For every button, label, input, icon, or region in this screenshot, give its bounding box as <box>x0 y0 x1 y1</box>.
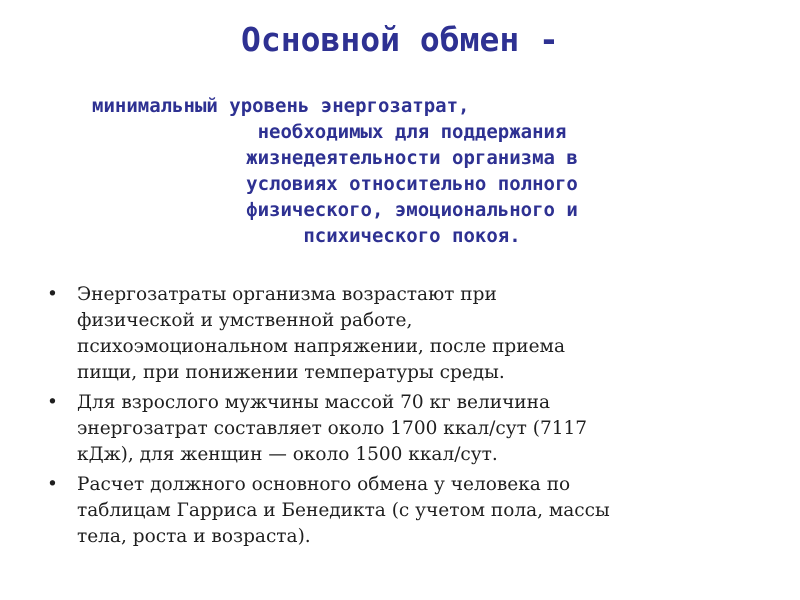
bullet-line: Для взрослого мужчины массой 70 кг величина <box>77 392 550 413</box>
definition-line: условиях относительно полного <box>246 173 578 195</box>
bullet-line: Энергозатраты организма возрастают при <box>77 284 497 305</box>
bullet-line: физической и умственной работе, <box>77 310 413 331</box>
bullet-line: пищи, при понижении температуры среды. <box>77 362 505 383</box>
bullet-line: Расчет должного основного обмена у человека по <box>77 474 571 495</box>
bullet-item <box>47 390 767 468</box>
bullet-line: энергозатрат составляет около 1700 ккал/сут (7117 <box>77 418 588 439</box>
bullet-line: кДж), для женщин — около 1500 ккал/сут. <box>77 444 498 465</box>
bullet-line: таблицам Гарриса и Бенедикта (с учетом пола, массы <box>77 500 610 521</box>
definition-line: жизнедеятельности организма в <box>246 147 578 169</box>
definition-line: минимальный уровень энергозатрат, <box>92 95 470 117</box>
bullet-line: тела, роста и возраста). <box>77 526 311 547</box>
definition-text <box>92 93 732 249</box>
bullet-icon: • <box>47 474 58 495</box>
definition-line: физического, эмоционального и <box>246 199 578 221</box>
definition-line: необходимых для поддержания <box>257 121 567 143</box>
bullet-item <box>47 472 767 550</box>
bullet-icon: • <box>47 392 58 413</box>
bullet-line: психоэмоциональном напряжении, после приема <box>77 336 565 357</box>
bullet-icon: • <box>47 284 58 305</box>
definition-line: психического покоя. <box>303 225 521 247</box>
bullet-list <box>47 282 767 554</box>
bullet-item <box>47 282 767 386</box>
slide-title: Основной обмен - <box>241 20 559 59</box>
